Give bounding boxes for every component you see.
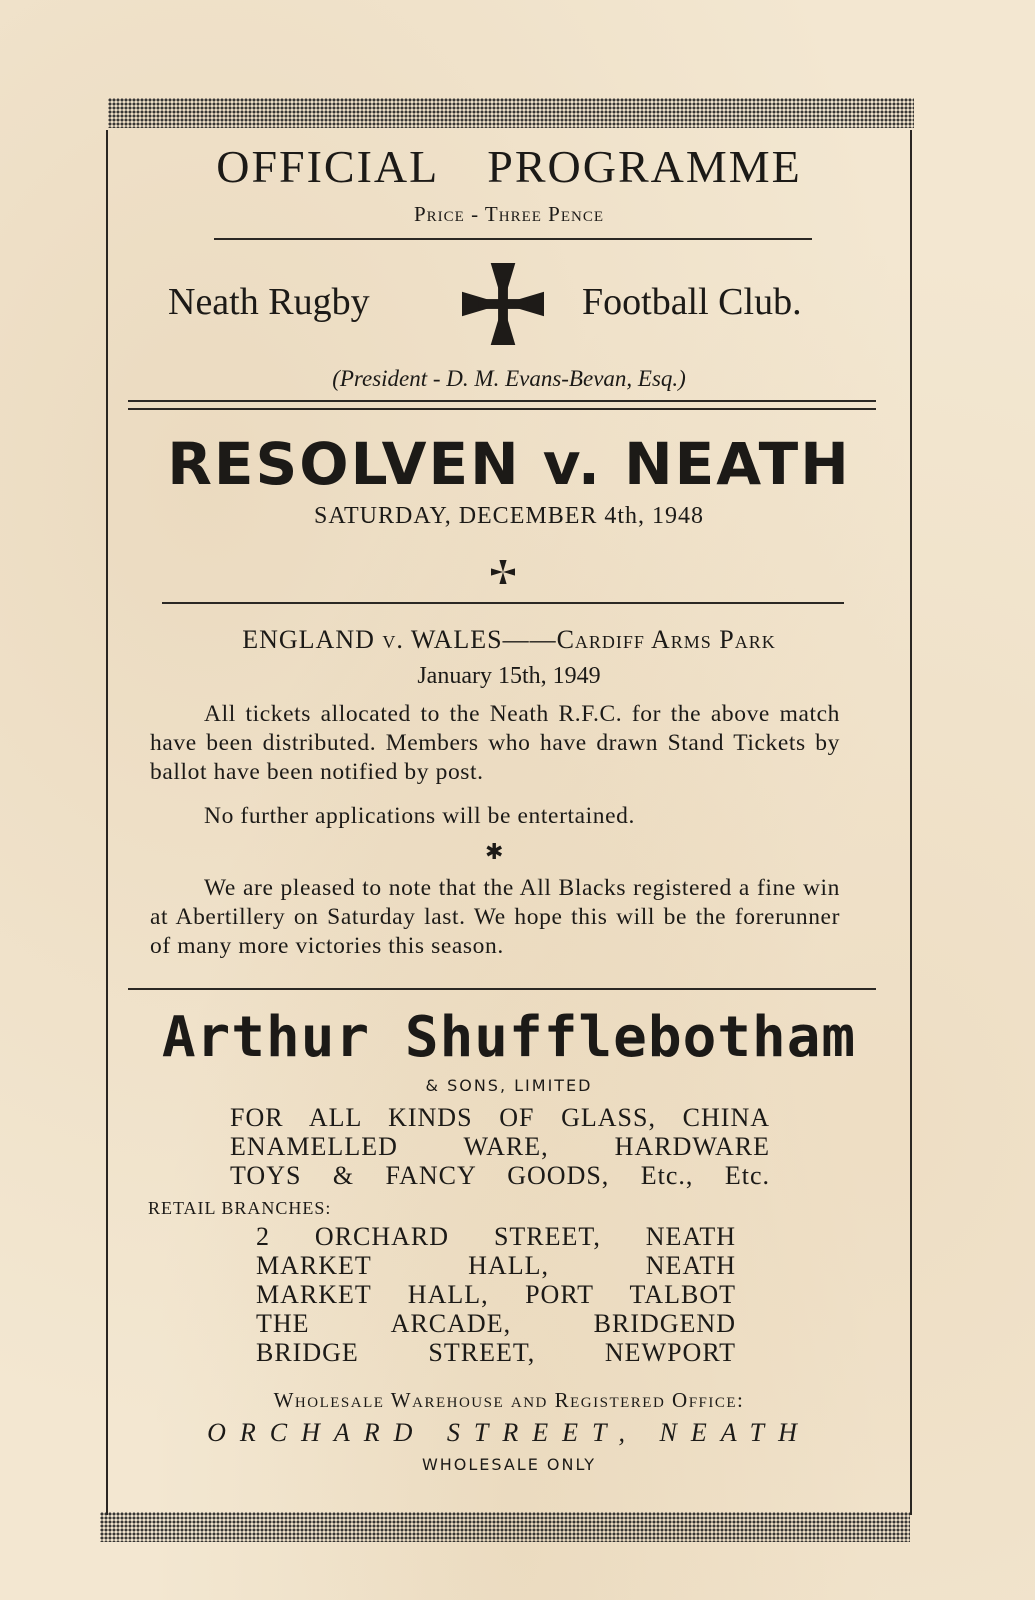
frame-right-rule bbox=[910, 130, 912, 1515]
double-rule-lower bbox=[128, 408, 876, 410]
match-date: SATURDAY, DECEMBER 4th, 1948 bbox=[313, 503, 705, 529]
president-line: (President - D. M. Evans-Bevan, Esq.) bbox=[332, 366, 686, 391]
programme-title bbox=[108, 140, 910, 193]
programme-title-left: OFFICIAL bbox=[216, 141, 440, 192]
match-title: RESOLVEN v. NEATH bbox=[167, 430, 851, 498]
wholesale-address: ORCHARD STREET, NEATH bbox=[207, 1418, 811, 1447]
divider-rule bbox=[128, 988, 876, 990]
decorative-border-bottom bbox=[100, 1512, 910, 1542]
wholesale-heading: Wholesale Warehouse and Registered Office: bbox=[273, 1388, 745, 1412]
advertiser-sons: & SONS, LIMITED bbox=[425, 1076, 593, 1095]
advert-line: ENAMELLED WARE, HARDWARE bbox=[230, 1132, 770, 1161]
maltese-cross-icon bbox=[462, 263, 544, 345]
fixture-line: ENGLAND v. WALES——Cardiff Arms Park bbox=[242, 625, 776, 654]
branch-address: MARKET HALL, NEATH bbox=[256, 1251, 736, 1280]
retail-branches-label: RETAIL BRANCHES: bbox=[148, 1198, 332, 1218]
branch-address: MARKET HALL, PORT TALBOT bbox=[256, 1280, 736, 1309]
maltese-cross-icon bbox=[491, 560, 515, 584]
fixture-date: January 15th, 1949 bbox=[417, 663, 601, 689]
divider-rule bbox=[214, 238, 812, 240]
branch-address: 2 ORCHARD STREET, NEATH bbox=[256, 1222, 736, 1251]
frame-left-rule bbox=[106, 130, 108, 1515]
advert-line: FOR ALL KINDS OF GLASS, CHINA bbox=[230, 1103, 770, 1132]
asterisk-icon: ✱ bbox=[485, 840, 504, 865]
club-name-left: Neath Rugby bbox=[168, 281, 370, 323]
notice-paragraph-applications: No further applications will be entertained. bbox=[204, 803, 635, 829]
divider-rule bbox=[162, 602, 844, 604]
advertiser-name: Arthur Shufflebotham bbox=[161, 1005, 857, 1070]
club-name-right: Football Club. bbox=[582, 281, 802, 323]
branch-address: BRIDGE STREET, NEWPORT bbox=[256, 1338, 736, 1367]
wholesale-only-note: WHOLESALE ONLY bbox=[421, 1455, 597, 1474]
price-line: Price - Three Pence bbox=[413, 202, 605, 226]
notice-paragraph-tickets: All tickets allocated to the Neath R.F.C. for the above match have been distributed. Members who have drawn Stand Tickets by ballot have been notified by post. bbox=[150, 701, 840, 785]
double-rule-upper bbox=[128, 400, 876, 402]
programme-title-right: PROGRAMME bbox=[487, 141, 802, 192]
advert-line: TOYS & FANCY GOODS, Etc., Etc. bbox=[230, 1161, 770, 1190]
decorative-border-top bbox=[108, 98, 914, 128]
branch-address: THE ARCADE, BRIDGEND bbox=[256, 1309, 736, 1338]
notice-paragraph-all-blacks: We are pleased to note that the All Blacks registered a fine win at Abertillery on Saturday last. We hope this will be the forerunner of many more victories this season. bbox=[150, 875, 840, 959]
